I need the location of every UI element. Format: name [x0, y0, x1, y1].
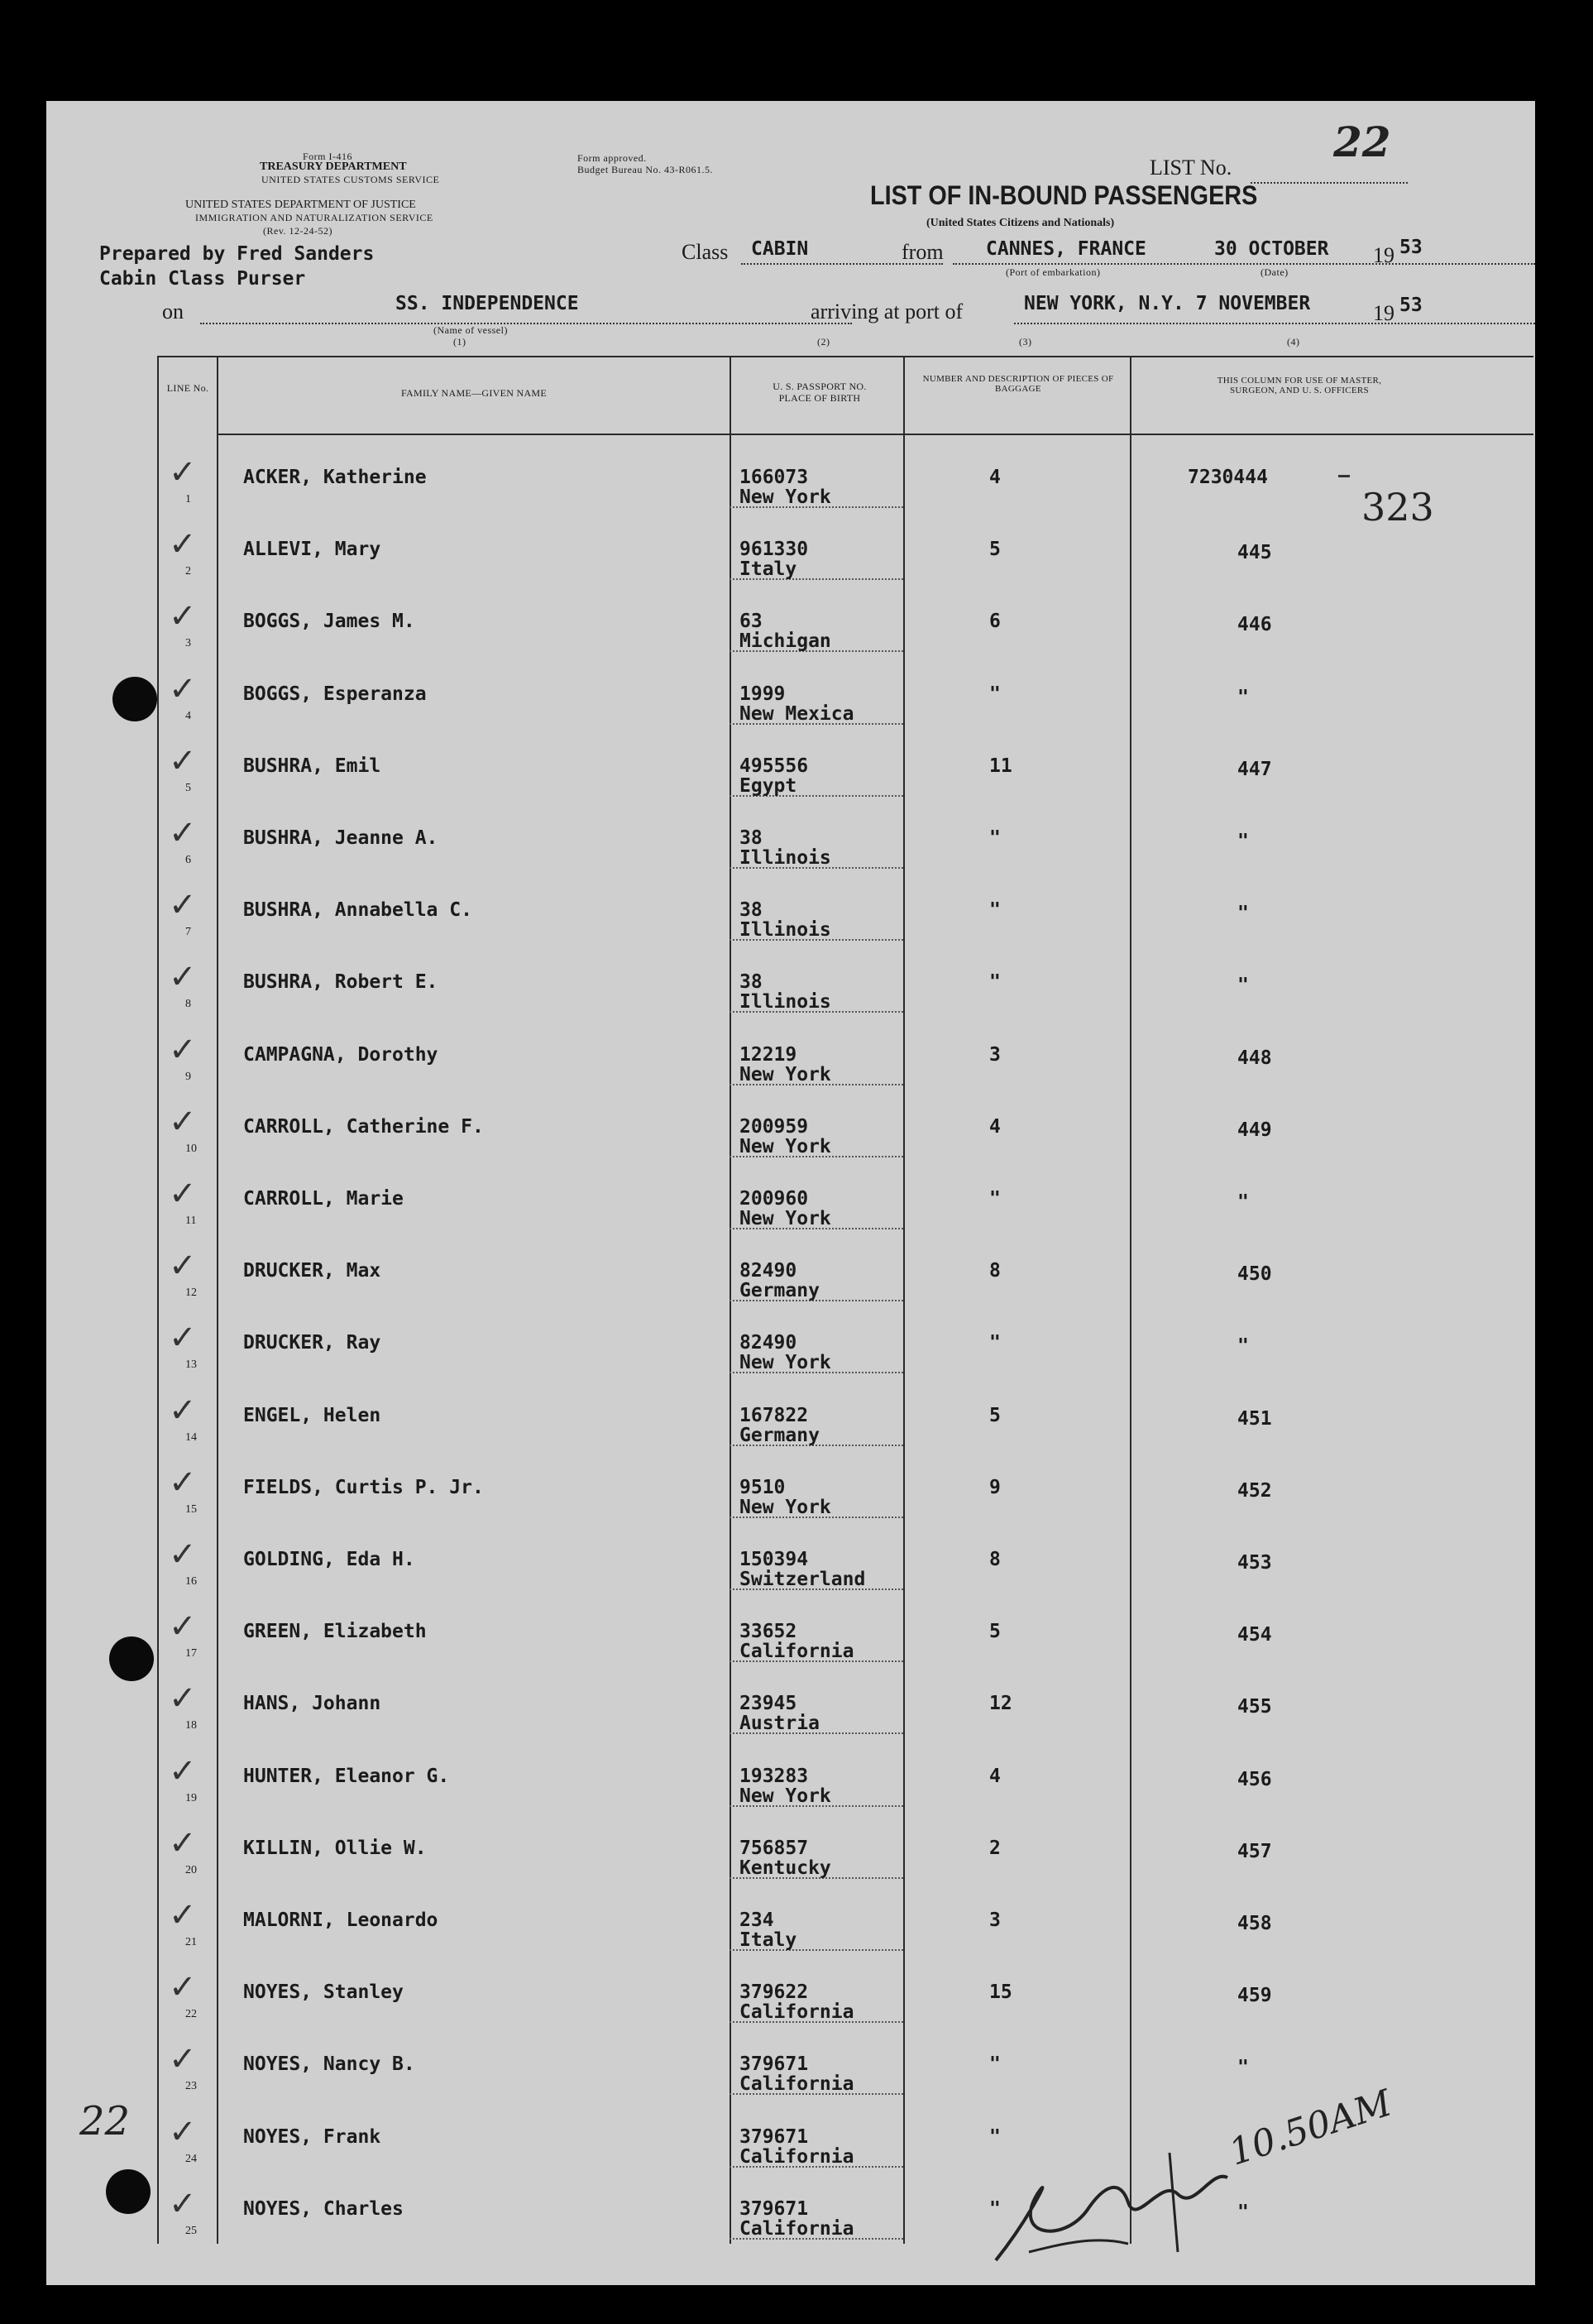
immigration-service: IMMIGRATION AND NATURALIZATION SERVICE — [195, 212, 433, 223]
officer-reference: 457 — [1237, 1840, 1272, 1862]
embark-caption: (Port of embarkation) — [1006, 266, 1101, 278]
officer-reference: 447 — [1237, 758, 1272, 780]
place-of-birth: Switzerland — [739, 1569, 866, 1590]
col-header-baggage: NUMBER AND DESCRIPTION OF PIECES OF BAGGAGE — [922, 374, 1114, 394]
passenger-name: CAMPAGNA, Dorothy — [243, 1043, 438, 1066]
passport-number: 33652 — [739, 1621, 797, 1643]
margin-number: 22 — [79, 2098, 131, 2144]
baggage-count: " — [989, 899, 1001, 922]
passport-number: 379671 — [739, 2053, 809, 2076]
passport-number: 82490 — [739, 1332, 797, 1354]
place-of-birth: Italy — [739, 558, 797, 581]
officer-reference: " — [1237, 1335, 1249, 1358]
table-header-border — [217, 434, 1533, 435]
passport-number: 38 — [739, 827, 763, 849]
baggage-count: 5 — [989, 539, 1001, 561]
baggage-count: 4 — [989, 467, 1001, 488]
officer-reference: 445 — [1237, 542, 1272, 564]
checkmark-icon: ✓ — [169, 2040, 197, 2079]
checkmark-icon: ✓ — [169, 1030, 197, 1069]
line-number: 22 — [185, 2008, 197, 2021]
from-underline — [953, 263, 1535, 265]
vessel-caption: (Name of vessel) — [433, 324, 508, 336]
passport-number: 234 — [739, 1910, 774, 1931]
form-subtitle: (United States Citizens and Nationals) — [926, 217, 1115, 229]
checkmark-icon: ✓ — [169, 1247, 197, 1286]
baggage-count: 3 — [989, 1910, 1001, 1931]
checkmark-icon: ✓ — [169, 1536, 197, 1574]
checkmark-icon: ✓ — [169, 1102, 197, 1141]
line-number: 15 — [185, 1502, 197, 1516]
checkmark-icon: ✓ — [169, 886, 197, 925]
list-no-value: 22 — [1333, 117, 1391, 166]
passport-number: 82490 — [739, 1260, 797, 1282]
passenger-name: NOYES, Nancy B. — [243, 2053, 415, 2076]
passport-number: 193283 — [739, 1765, 809, 1787]
form-approved: Form approved. — [577, 152, 647, 164]
col-number-3: (3) — [1019, 336, 1032, 347]
table-top-border — [157, 356, 1533, 357]
line-number: 24 — [185, 2152, 197, 2165]
date-value: 30 OCTOBER — [1214, 238, 1329, 260]
officer-reference: " — [1237, 2201, 1249, 2223]
baggage-count: " — [989, 1188, 1001, 1210]
passenger-name: GREEN, Elizabeth — [243, 1621, 427, 1643]
passenger-name: ALLEVI, Mary — [243, 539, 381, 561]
passport-number: 200959 — [739, 1115, 809, 1138]
place-of-birth: Illinois — [739, 847, 831, 869]
budget-bureau: Budget Bureau No. 43-R061.5. — [577, 164, 713, 175]
passport-number: 9510 — [739, 1476, 786, 1498]
officer-reference: 454 — [1237, 1624, 1272, 1646]
officer-reference: 451 — [1237, 1407, 1272, 1430]
checkmark-icon: ✓ — [169, 1896, 197, 1934]
treasury-department: TREASURY DEPARTMENT — [260, 161, 407, 173]
form-number: Form I-416 — [303, 151, 352, 162]
place-of-birth: New York — [739, 486, 831, 508]
checkmark-icon: ✓ — [169, 2112, 197, 2151]
place-of-birth: New York — [739, 1135, 831, 1157]
place-of-birth: New York — [739, 1496, 831, 1518]
line-number: 4 — [185, 709, 191, 722]
line-number: 10 — [185, 1142, 197, 1155]
place-of-birth: Michigan — [739, 630, 831, 653]
passenger-name: NOYES, Charles — [243, 2197, 404, 2220]
checkmark-icon: ✓ — [169, 1608, 197, 1646]
officer-reference: 7230444 — [1188, 467, 1268, 488]
passenger-name: DRUCKER, Max — [243, 1260, 381, 1282]
place-of-birth: Austria — [739, 1713, 820, 1735]
line-number: 1 — [185, 493, 191, 506]
col-number-1: (1) — [453, 336, 466, 347]
officer-reference: " — [1237, 686, 1249, 708]
line-no-divider — [217, 356, 218, 2244]
place-of-birth: California — [739, 2073, 854, 2096]
checkmark-icon: ✓ — [169, 669, 197, 708]
arriving-label: arriving at port of — [811, 299, 964, 323]
checkmark-icon: ✓ — [169, 741, 197, 780]
baggage-count: 8 — [989, 1549, 1001, 1570]
passport-number: 379671 — [739, 2197, 809, 2220]
place-of-birth: New York — [739, 1208, 831, 1229]
line-number: 7 — [185, 926, 191, 939]
passport-number: 38 — [739, 971, 763, 994]
officer-reference: " — [1237, 2057, 1249, 2079]
list-no-label: LIST No. — [1150, 156, 1232, 180]
line-number: 9 — [185, 1070, 191, 1083]
passenger-name: BUSHRA, Annabella C. — [243, 899, 472, 922]
place-of-birth: Germany — [739, 1424, 820, 1446]
baggage-count: 4 — [989, 1765, 1001, 1787]
passenger-name: NOYES, Frank — [243, 2125, 381, 2148]
officer-reference: " — [1237, 975, 1249, 997]
officer-reference: 448 — [1237, 1047, 1272, 1069]
passenger-name: BOGGS, James M. — [243, 611, 415, 633]
checkmark-icon: ✓ — [169, 1680, 197, 1718]
passenger-name: KILLIN, Ollie W. — [243, 1837, 427, 1859]
prepared-by: Prepared by Fred Sanders — [99, 243, 375, 265]
stamp-dash — [1338, 475, 1350, 477]
passenger-name: FIELDS, Curtis P. Jr. — [243, 1476, 484, 1498]
line-number: 12 — [185, 1287, 197, 1300]
passport-number: 150394 — [739, 1549, 809, 1570]
place-of-birth: New York — [739, 1063, 831, 1085]
checkmark-icon: ✓ — [169, 597, 197, 636]
form-title: LIST OF IN-BOUND PASSENGERS — [870, 180, 1258, 210]
passport-number: 166073 — [739, 467, 809, 488]
officer-signature — [979, 2120, 1252, 2277]
passport-divider — [903, 356, 905, 2244]
punch-hole — [109, 1636, 154, 1681]
place-of-birth: Illinois — [739, 919, 831, 942]
passenger-name: HANS, Johann — [243, 1693, 381, 1715]
line-number: 16 — [185, 1575, 197, 1588]
line-number: 3 — [185, 637, 191, 650]
customs-service: UNITED STATES CUSTOMS SERVICE — [261, 174, 440, 185]
baggage-count: " — [989, 1332, 1001, 1354]
passport-number: 200960 — [739, 1188, 809, 1210]
passenger-name: BUSHRA, Robert E. — [243, 971, 438, 994]
passport-number: 1999 — [739, 683, 786, 705]
passenger-name: ENGEL, Helen — [243, 1404, 381, 1426]
place-of-birth: New York — [739, 1785, 831, 1807]
col-number-4: (4) — [1287, 336, 1300, 347]
line-number: 13 — [185, 1358, 197, 1372]
officer-reference: " — [1237, 1191, 1249, 1213]
year-value: 53 — [1399, 237, 1423, 258]
year-prefix: 19 — [1373, 243, 1394, 267]
officer-reference: 446 — [1237, 614, 1272, 636]
baggage-count: " — [989, 827, 1001, 849]
date-caption: (Date) — [1261, 266, 1289, 278]
checkmark-icon: ✓ — [169, 814, 197, 852]
class-label: Class — [682, 240, 729, 264]
line-number: 19 — [185, 1791, 197, 1804]
line-number: 2 — [185, 565, 191, 578]
time-note: 10.50AM — [1224, 2082, 1397, 2174]
line-number: 8 — [185, 998, 191, 1011]
officer-reference: 450 — [1237, 1263, 1272, 1286]
place-of-birth: Egypt — [739, 774, 797, 797]
passenger-name: GOLDING, Eda H. — [243, 1549, 415, 1570]
arrival-year-prefix: 19 — [1373, 301, 1394, 325]
passenger-list-sheet — [46, 101, 1535, 2285]
baggage-count: 11 — [989, 755, 1012, 777]
passport-number: 756857 — [739, 1837, 809, 1859]
place-of-birth: California — [739, 2217, 854, 2240]
baggage-count: " — [989, 2197, 1001, 2220]
passenger-name: BUSHRA, Jeanne A. — [243, 827, 438, 849]
line-number: 6 — [185, 854, 191, 866]
from-label: from — [902, 240, 944, 264]
punch-hole — [106, 2169, 151, 2214]
passport-number: 961330 — [739, 539, 809, 561]
place-of-birth: Kentucky — [739, 1857, 831, 1879]
passport-number: 495556 — [739, 755, 809, 777]
place-of-birth: California — [739, 2001, 854, 2024]
col-header-line-no: LINE No. — [166, 382, 209, 394]
officer-reference: 459 — [1237, 1985, 1272, 2007]
baggage-count: 9 — [989, 1476, 1001, 1498]
line-number: 11 — [185, 1215, 197, 1227]
place-of-birth: Germany — [739, 1280, 820, 1302]
passport-number: 12219 — [739, 1043, 797, 1066]
baggage-count: 5 — [989, 1621, 1001, 1643]
baggage-count: 4 — [989, 1115, 1001, 1138]
stamp-number: 323 — [1361, 485, 1434, 529]
passenger-name: ACKER, Katherine — [243, 467, 427, 488]
checkmark-icon: ✓ — [169, 453, 197, 491]
passport-number: 38 — [739, 899, 763, 922]
checkmark-icon: ✓ — [169, 1391, 197, 1430]
passenger-name: NOYES, Stanley — [243, 1981, 404, 2004]
baggage-count: 3 — [989, 1043, 1001, 1066]
passenger-name: MALORNI, Leonardo — [243, 1910, 438, 1931]
line-number: 25 — [185, 2224, 197, 2237]
officer-reference: " — [1237, 831, 1249, 852]
arrival-value: NEW YORK, N.Y. 7 NOVEMBER — [1024, 293, 1311, 314]
passenger-name: DRUCKER, Ray — [243, 1332, 381, 1354]
line-number: 18 — [185, 1719, 197, 1732]
col-header-officers: THIS COLUMN FOR USE OF MASTER, SURGEON, AND U. S. OFFICERS — [1217, 376, 1382, 395]
baggage-divider — [1130, 356, 1131, 2244]
baggage-count: 12 — [989, 1693, 1012, 1715]
baggage-count: 2 — [989, 1837, 1001, 1859]
punch-hole — [112, 677, 157, 721]
line-number: 23 — [185, 2080, 197, 2093]
line-number: 5 — [185, 781, 191, 794]
passport-number: 23945 — [739, 1693, 797, 1715]
officer-reference: 449 — [1237, 1119, 1272, 1141]
vessel-underline — [200, 323, 852, 324]
officer-reference: 452 — [1237, 1479, 1272, 1502]
arrival-underline — [1014, 323, 1535, 324]
passenger-name: BUSHRA, Emil — [243, 755, 381, 777]
line-number: 14 — [185, 1430, 197, 1444]
col-header-passport: U. S. PASSPORT NO. PLACE OF BIRTH — [773, 381, 867, 404]
place-of-birth: Italy — [739, 1929, 797, 1951]
officer-reference: 455 — [1237, 1696, 1272, 1718]
passport-number: 379622 — [739, 1981, 809, 2004]
arrival-year-value: 53 — [1399, 295, 1423, 316]
place-of-birth: California — [739, 1641, 854, 1663]
place-of-birth: New York — [739, 1352, 831, 1374]
place-of-birth: Illinois — [739, 991, 831, 1013]
checkmark-icon: ✓ — [169, 958, 197, 997]
baggage-count: " — [989, 2125, 1001, 2148]
line-number: 21 — [185, 1936, 197, 1948]
checkmark-icon: ✓ — [169, 525, 197, 564]
baggage-count: " — [989, 971, 1001, 994]
list-no-underline — [1251, 182, 1408, 184]
col-header-name: FAMILY NAME—GIVEN NAME — [400, 387, 548, 399]
passenger-name: BOGGS, Esperanza — [243, 683, 427, 705]
officer-reference: 453 — [1237, 1552, 1272, 1574]
passenger-name: CARROLL, Marie — [243, 1188, 404, 1210]
from-value: CANNES, FRANCE — [986, 238, 1146, 260]
officer-reference: 458 — [1237, 1913, 1272, 1934]
checkmark-icon: ✓ — [169, 1319, 197, 1358]
checkmark-icon: ✓ — [169, 1968, 197, 2007]
baggage-count: 5 — [989, 1404, 1001, 1426]
baggage-count: " — [989, 2053, 1001, 2076]
on-label: on — [162, 299, 184, 323]
passenger-name: HUNTER, Eleanor G. — [243, 1765, 450, 1787]
place-of-birth: New Mexica — [739, 702, 854, 725]
department-of-justice: UNITED STATES DEPARTMENT OF JUSTICE — [185, 199, 416, 211]
officer-reference: " — [1237, 903, 1249, 925]
checkmark-icon: ✓ — [169, 1463, 197, 1502]
class-value: CABIN — [751, 238, 809, 260]
checkmark-icon: ✓ — [169, 1823, 197, 1862]
checkmark-icon: ✓ — [169, 1175, 197, 1213]
line-number: 17 — [185, 1647, 197, 1660]
passport-number: 379671 — [739, 2125, 809, 2148]
baggage-count: 8 — [989, 1260, 1001, 1282]
passport-number: 167822 — [739, 1404, 809, 1426]
col-number-2: (2) — [817, 336, 830, 347]
checkmark-icon: ✓ — [169, 1751, 197, 1790]
checkmark-icon: ✓ — [169, 2184, 197, 2223]
officer-reference: 456 — [1237, 1768, 1272, 1790]
place-of-birth: California — [739, 2145, 854, 2168]
baggage-count: " — [989, 683, 1001, 705]
passport-number: 63 — [739, 611, 763, 633]
vessel-value: SS. INDEPENDENCE — [395, 293, 579, 314]
passenger-name: CARROLL, Catherine F. — [243, 1115, 484, 1138]
form-revision: (Rev. 12-24-52) — [263, 225, 333, 237]
purser: Cabin Class Purser — [99, 268, 306, 290]
table-left-border — [157, 356, 159, 2244]
baggage-count: 6 — [989, 611, 1001, 633]
line-number: 20 — [185, 1863, 197, 1876]
baggage-count: 15 — [989, 1981, 1012, 2004]
